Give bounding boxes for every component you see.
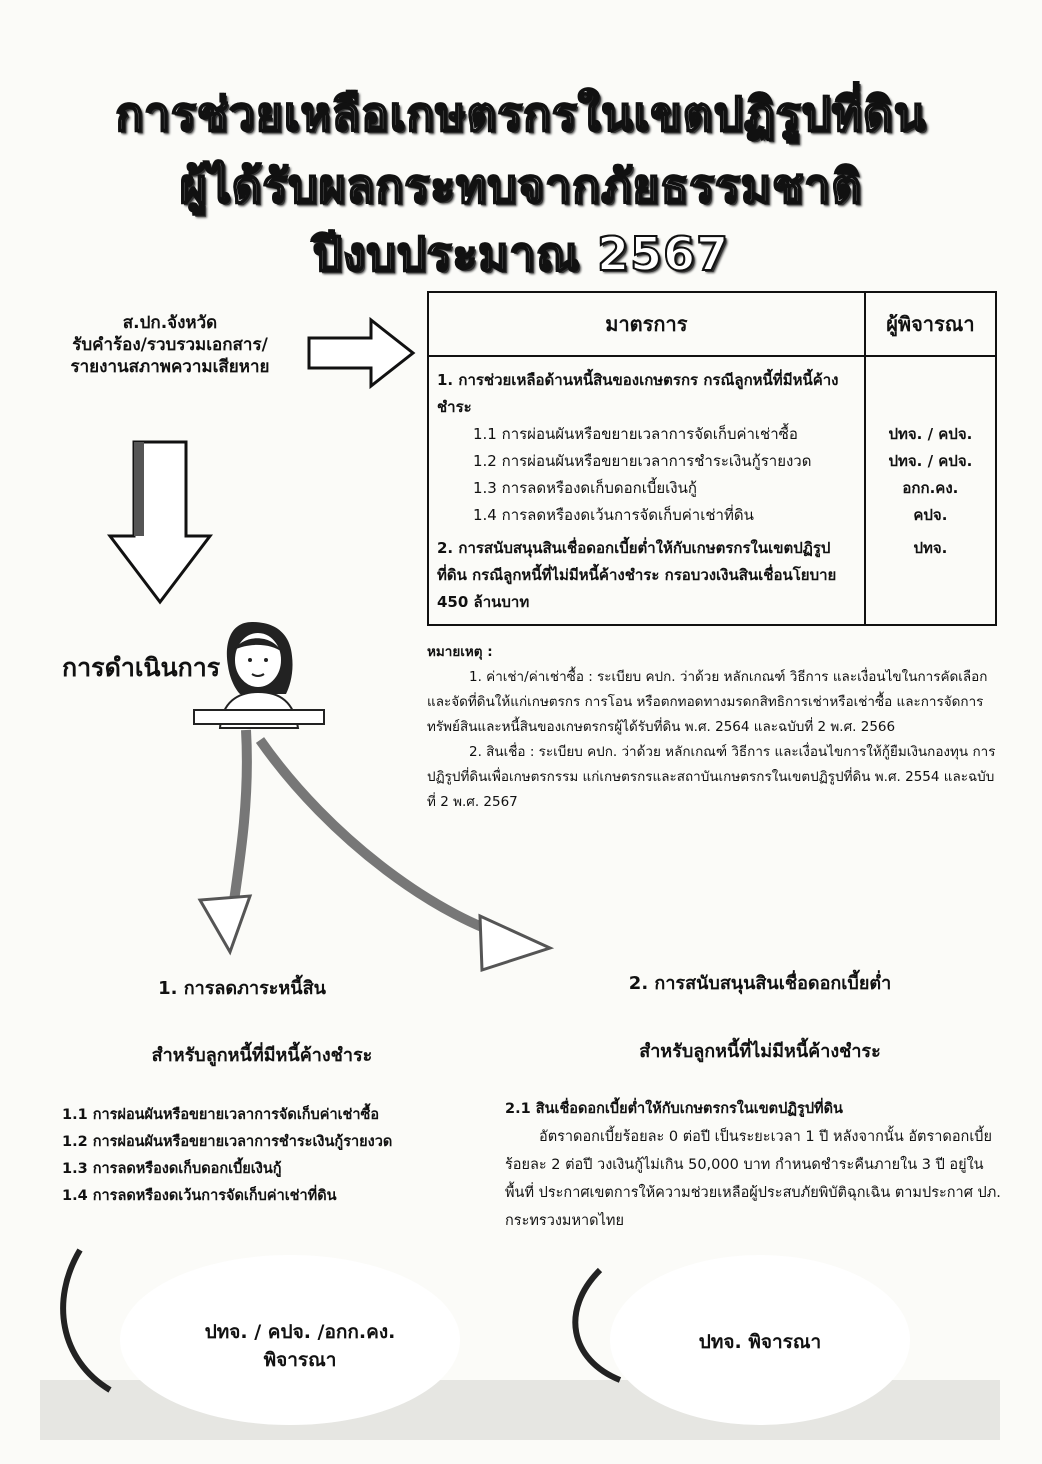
branch-1-item: 1.4 การลดหรืองดเว้นการจัดเก็บค่าเช่าที่ดิน (62, 1188, 337, 1204)
title-line-3: ปีงบประมาณ 2567 (312, 227, 730, 281)
branch-1-reviewer (140, 1318, 460, 1374)
down-arrow-icon (104, 438, 216, 608)
measure-1-4: 1.4 การลดหรืองดเว้นการจัดเก็บค่าเช่าที่ดิน (473, 506, 754, 524)
reviewer-1-2: ปทจ. / คปจ. (888, 452, 973, 470)
branch-2-reviewer: ปทจ. พิจารณา (698, 1331, 822, 1353)
title-line-2: ผู้ได้รับผลกระทบจากภัยธรรมชาติ (179, 159, 863, 213)
reviewer-1-1: ปทจ. / คปจ. (888, 425, 973, 443)
reviewer-cell (865, 356, 996, 625)
measure-1-3: 1.3 การลดหรืองดเก็บดอกเบี้ยเงินกู้ (473, 479, 697, 497)
branch-1-list (62, 1102, 462, 1210)
measure-1-1: 1.1 การผ่อนผันหรือขยายเวลาการจัดเก็บค่าเช่าซื้อ (473, 425, 798, 443)
measure-2-heading: 2. การสนับสนุนสินเชื่อดอกเบี้ยต่ำให้กับเกษตรกรในเขตปฏิรูปที่ดิน กรณีลูกหนี้ที่ไม่มีหนี้ค้างชำระ กรอบวงเงินสินเชื่อนโยบาย 450 ล้านบาท (437, 539, 837, 611)
notes-title: หมายเหตุ : (427, 644, 493, 660)
branch-1-item: 1.3 การลดหรืองดเก็บดอกเบี้ยเงินกู้ (62, 1161, 282, 1177)
reviewer-2: ปทจ. (913, 539, 948, 557)
branch-1-item: 1.2 การผ่อนผันหรือขยายเวลาการชำระเงินกู้รายงวด (62, 1134, 393, 1150)
agency-block (40, 312, 300, 378)
reviewer-1-4: คปจ. (913, 506, 948, 524)
branch-2-detail (505, 1095, 1005, 1235)
branch-2-item-heading: 2.1 สินเชื่อดอกเบี้ยต่ำให้กับเกษตรกรในเขตปฏิรูปที่ดิน (505, 1101, 843, 1117)
header-measures: มาตรการ (428, 292, 865, 356)
branch-1-subtitle: สำหรับลูกหนี้ที่มีหนี้ค้างชำระ (151, 1045, 373, 1066)
branch-2-subtitle: สำหรับลูกหนี้ที่ไม่มีหนี้ค้างชำระ (639, 1041, 881, 1062)
agency-task-1: รับคำร้อง/รวบรวมเอกสาร/ (72, 335, 268, 355)
right-arrow-icon (305, 316, 417, 390)
header-reviewer: ผู้พิจารณา (865, 292, 996, 356)
branch-1-reviewer-line-2: พิจารณา (263, 1349, 337, 1371)
measure-1-2: 1.2 การผ่อนผันหรือขยายเวลาการชำระเงินกู้รายงวด (473, 452, 812, 470)
reviewer-1-3: อกก.คง. (902, 479, 959, 497)
title-line-1: การช่วยเหลือเกษตรกรในเขตปฏิรูปที่ดิน (115, 87, 927, 141)
measures-cell (428, 356, 865, 625)
agency-name: ส.ปก.จังหวัด (122, 313, 218, 333)
agency-task-2: รายงานสภาพความเสียหาย (70, 357, 270, 377)
measures-table (427, 291, 997, 626)
woman-illustration-icon (190, 610, 330, 730)
operation-heading: การดำเนินการ (62, 653, 221, 682)
branch-2-item-body: อัตราดอกเบี้ยร้อยละ 0 ต่อปี เป็นระยะเวลา 1 ปี หลังจากนั้น อัตราดอกเบี้ยร้อยละ 2 ต่อปี วงเงินกู้ไม่เกิน 50,000 บาท กำหนดชำระคืนภายใน 3 ปี อยู่ในพื้นที่ ประกาศเขตการให้ความช่วยเหลือผู้ประสบภัยพิบัติฉุกเฉิน ตามประกาศ ปภ. กระทรวงมหาดไทย (505, 1129, 1001, 1229)
note-1: 1. ค่าเช่า/ค่าเช่าซื้อ : ระเบียบ คปก. ว่าด้วย หลักเกณฑ์ วิธีการ และเงื่อนไขในการคัดเลือก และจัดที่ดินให้แก่เกษตรกร การโอน หรือตกทอดทางมรดกสิทธิการเช่าหรือเช่าซื้อ และการจัดการทรัพย์สินและหนี้สินของเกษตรกรผู้ได้รับที่ดิน พ.ศ. 2564 และฉบับที่ 2 พ.ศ. 2566 (427, 669, 988, 735)
measure-1-heading: 1. การช่วยเหลือด้านหนี้สินของเกษตรกร กรณีลูกหนี้ที่มีหนี้ค้างชำระ (437, 371, 839, 416)
branch-2-title: 2. การสนับสนุนสินเชื่อดอกเบี้ยต่ำ (628, 973, 892, 994)
branch-1-reviewer-line-1: ปทจ. / คปจ. /อกก.คง. (204, 1321, 396, 1343)
branch-1-item: 1.1 การผ่อนผันหรือขยายเวลาการจัดเก็บค่าเช่าซื้อ (62, 1107, 380, 1123)
note-2: 2. สินเชื่อ : ระเบียบ คปก. ว่าด้วย หลักเกณฑ์ วิธีการ และเงื่อนไขการให้กู้ยืมเงินกองทุน การปฏิรูปที่ดินเพื่อเกษตรกรรม แก่เกษตรกรและสถาบันเกษตรกรในเขตปฏิรูปที่ดิน พ.ศ. 2554 และฉบับที่ 2 พ.ศ. 2567 (427, 744, 996, 810)
branch-arrows-icon (150, 720, 570, 980)
branch-1-title: 1. การลดภาระหนี้สิน (158, 978, 326, 999)
